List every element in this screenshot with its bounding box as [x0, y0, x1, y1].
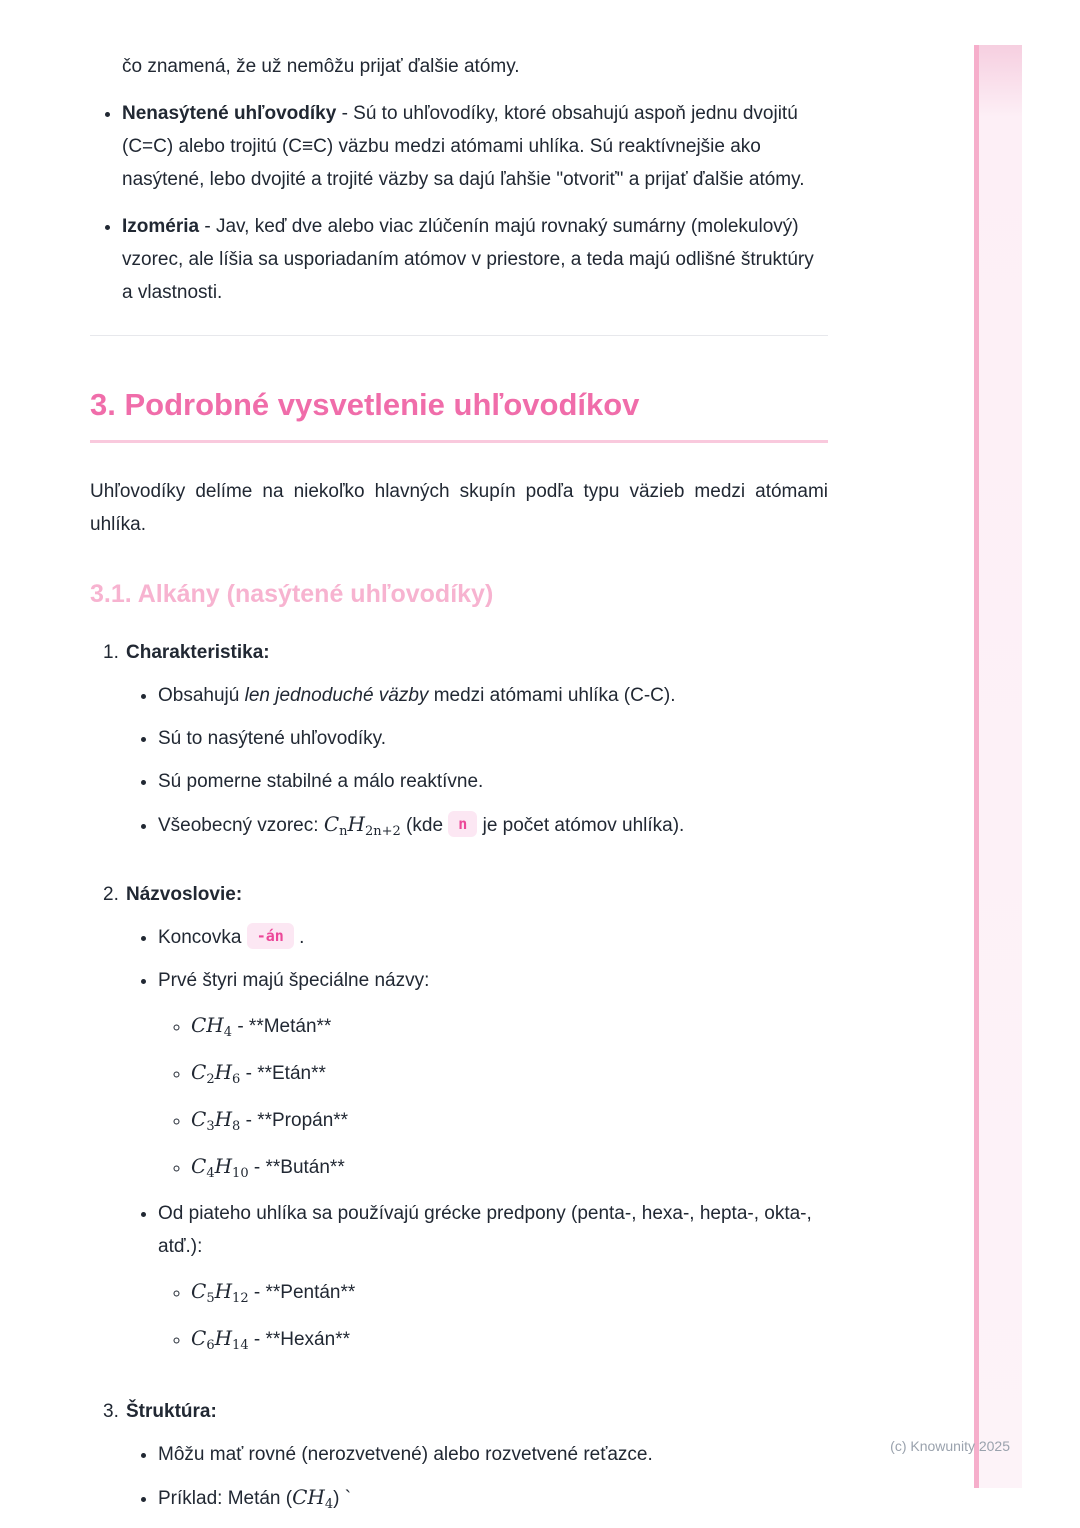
- chemical-formula: $C_6H_{14}$: [191, 1326, 249, 1353]
- formula-label: - **Metán**: [237, 1016, 332, 1037]
- item-title: Štruktúra:: [126, 1401, 217, 1422]
- chemical-formula: $C_5H_{12}$: [191, 1279, 249, 1306]
- formula-item: [191, 1150, 828, 1184]
- item-number: 3.: [103, 1401, 119, 1422]
- list-item: • Môžu mať rovné (nerozvetvené) alebo rozvetvené reťazce.: [158, 1438, 828, 1471]
- formula-item: [191, 1275, 828, 1309]
- list-item: [158, 1481, 828, 1515]
- item-title: Názvoslovie:: [126, 884, 243, 905]
- formula-item: [191, 1322, 828, 1356]
- item-number: 2.: [103, 884, 119, 905]
- list-item: • Sú to nasýtené uhľovodíky.: [158, 722, 828, 755]
- sub-list: [126, 921, 828, 1356]
- formula-label: - **Pentán**: [253, 1282, 356, 1303]
- sub-list: [126, 679, 828, 842]
- text-run: (kde: [406, 815, 444, 836]
- list-item: [158, 921, 828, 954]
- text-run: medzi atómami uhlíka (C-C).: [433, 685, 676, 706]
- list-item: [158, 679, 828, 712]
- section-divider: [90, 335, 828, 336]
- formula-item: [191, 1009, 828, 1043]
- formula-label: - **Etán**: [245, 1063, 326, 1084]
- formula-list: [158, 1275, 828, 1356]
- chemical-formula: $C_3H_8$: [191, 1107, 241, 1134]
- numbered-item-struktura: [90, 1395, 828, 1525]
- text-run: Príklad: Metán (: [158, 1488, 293, 1509]
- page-edge-line: [974, 45, 979, 1488]
- list-item: [158, 1197, 828, 1356]
- text-run: ) `: [333, 1488, 352, 1509]
- emphasized-text: len jednoduché väzby: [244, 685, 429, 706]
- chemical-formula: $CH_4$: [292, 1485, 334, 1512]
- inline-code-chip: -án: [247, 923, 294, 949]
- list-item: [158, 964, 828, 1184]
- item-body: [126, 636, 828, 852]
- text-run: Od piateho uhlíka sa používajú grécke predpony (penta-, hexa-, hepta-, okta-, atď.):: [158, 1203, 812, 1257]
- text-run: je počet atómov uhlíka).: [482, 815, 685, 836]
- inline-code-chip: n: [448, 811, 477, 837]
- subsection-heading: 3.1. Alkány (nasýtené uhľovodíky): [90, 580, 494, 608]
- text-run: Obsahujú: [158, 685, 240, 706]
- formula-label: - **Propán**: [245, 1110, 349, 1131]
- term-definition: - Sú to uhľovodíky, ktoré obsahujú aspoň jednu dvojitú (C=C) alebo trojitú (C≡C) väzbu medzi atómami uhlíka. Sú reaktívnejšie ako nasýtené, lebo dvojité a trojité väzby sa dajú ľahšie "otvoriť" a prijať ďalšie atómy.: [122, 103, 805, 190]
- text-run: Koncovka: [158, 927, 242, 948]
- list-item-nenasytene: [122, 97, 828, 196]
- list-item-izomeria: [122, 210, 828, 309]
- section-intro: Uhľovodíky delíme na niekoľko hlavných skupín podľa typu väzieb medzi atómami uhlíka.: [90, 481, 828, 535]
- item-number: 1.: [103, 642, 119, 663]
- formula-item: [191, 1103, 828, 1137]
- formula-list: [158, 1009, 828, 1184]
- term-definition: - Jav, keď dve alebo viac zlúčenín majú rovnaký sumárny (molekulový) vzorec, ale líšia sa usporiadaním atómov v priestore, a teda majú odlišné štruktúry a vlastnosti.: [122, 216, 814, 303]
- formula-label: - **Bután**: [253, 1157, 345, 1178]
- item-body: [126, 1395, 828, 1525]
- list-item: • Sú pomerne stabilné a málo reaktívne.: [158, 765, 828, 798]
- page-edge-decoration: [979, 45, 1022, 1488]
- chemical-formula-general: $C_nH_{2n+2}$: [323, 812, 401, 839]
- formula-item: [191, 1056, 828, 1090]
- item-title: Charakteristika:: [126, 642, 270, 663]
- chemical-formula: $C_4H_{10}$: [191, 1154, 249, 1181]
- formula-label: - **Hexán**: [253, 1329, 350, 1350]
- section-heading: 3. Podrobné vysvetlenie uhľovodíkov: [90, 386, 828, 443]
- numbered-item-nazvoslovie: [90, 878, 828, 1369]
- text-run: Prvé štyri majú špeciálne názvy:: [158, 970, 430, 991]
- definition-list: [90, 97, 828, 309]
- paragraph-continuation: čo znamená, že už nemôžu prijať ďalšie atómy.: [122, 56, 520, 77]
- term-label: Izoméria: [122, 216, 200, 237]
- watermark-credit: (c) Knowunity 2025: [890, 1438, 1010, 1454]
- sub-list: [126, 1438, 828, 1515]
- item-body: [126, 878, 828, 1369]
- text-run: .: [299, 927, 305, 948]
- chemical-formula: $CH_4$: [191, 1013, 233, 1040]
- text-run: Všeobecný vzorec:: [158, 815, 319, 836]
- numbered-item-charakteristika: [90, 636, 828, 852]
- document-content: [90, 50, 828, 1525]
- chemical-formula: $C_2H_6$: [191, 1060, 241, 1087]
- list-item: [158, 808, 828, 842]
- term-label: Nenasýtené uhľovodíky: [122, 103, 337, 124]
